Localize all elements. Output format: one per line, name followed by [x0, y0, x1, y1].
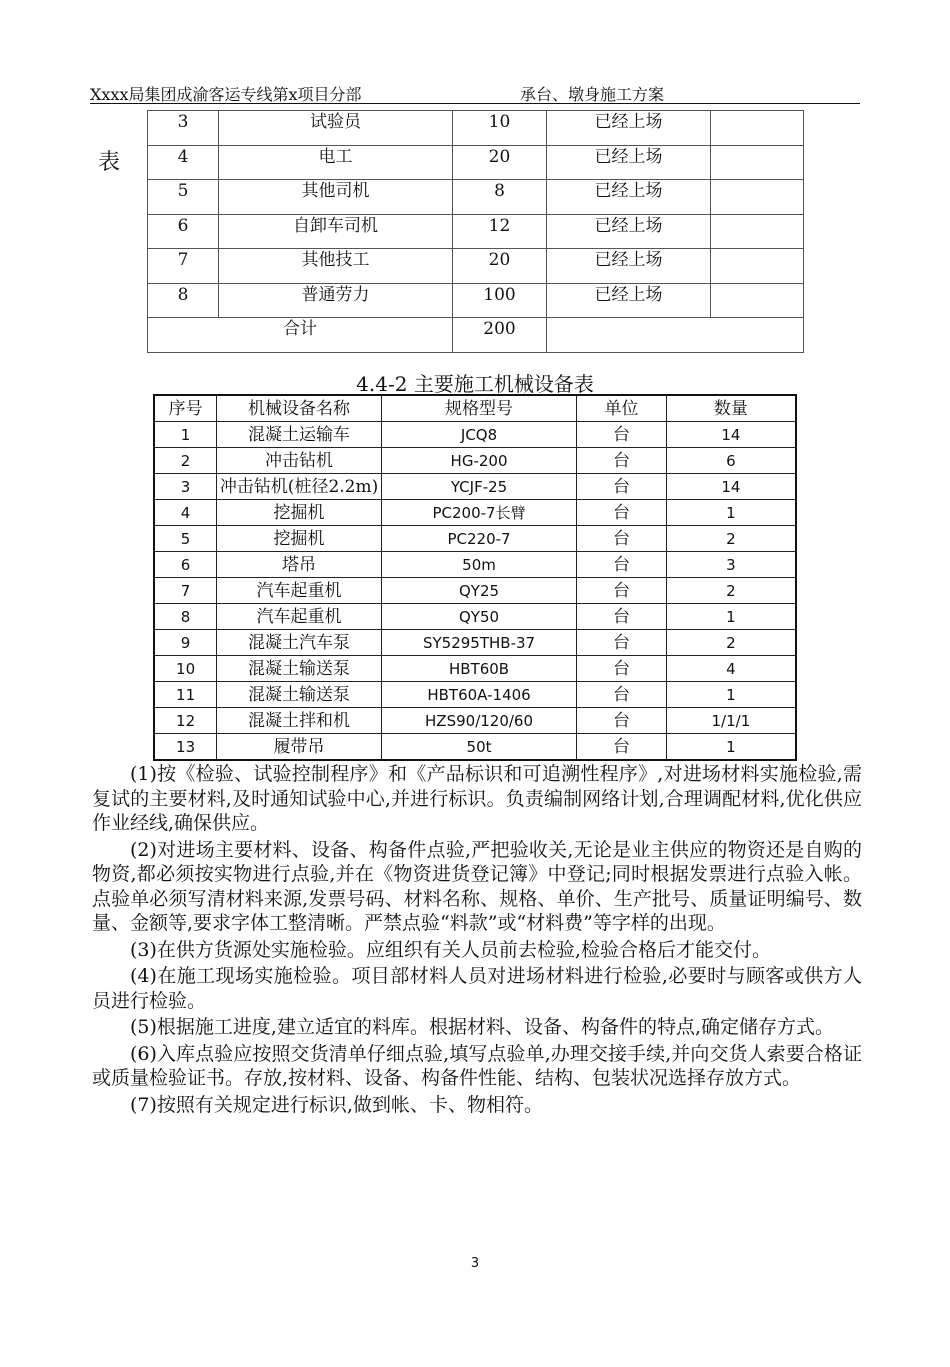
personnel-cell-remark	[711, 180, 804, 215]
equipment-cell-spec: 50t	[381, 734, 576, 761]
personnel-cell-status: 已经上场	[547, 180, 711, 215]
total-label: 合计	[148, 318, 453, 353]
personnel-cell-count: 12	[453, 214, 547, 249]
body-paragraph: (2)对进场主要材料、设备、构备件点验,严把验收关,无论是业主供应的物资还是自购的物资,都必须按实物进行点验,并在《物资进货登记簿》中登记;同时根据发票进行点验入帐。点验单必须写清材料来源,发票号码、材料名称、规格、单价、生产批号、质量证明编号、数量、金额等,要求字体工整清晰。严禁点验“料款”或“材料费”等字样的出现。	[92, 838, 862, 934]
equipment-cell-qty: 2	[666, 578, 796, 604]
personnel-cell-count: 8	[453, 180, 547, 215]
header-document-title: 承台、墩身施工方案	[520, 85, 665, 104]
header-cell-no: 序号	[154, 395, 217, 422]
personnel-row	[148, 145, 804, 180]
header-cell-qty: 数量	[666, 395, 796, 422]
body-paragraph: (7)按照有关规定进行标识,做到帐、卡、物相符。	[130, 1093, 543, 1116]
equipment-cell-name: 汽车起重机	[217, 604, 382, 630]
equipment-cell-name: 混凝土拌和机	[217, 708, 382, 734]
equipment-cell-name: 汽车起重机	[217, 578, 382, 604]
equipment-cell-qty: 1	[666, 734, 796, 761]
equipment-header-row	[154, 395, 796, 422]
personnel-cell-no: 7	[148, 249, 219, 284]
equipment-cell-unit: 台	[577, 448, 667, 474]
personnel-cell-role: 普通劳力	[219, 283, 453, 318]
equipment-row	[154, 578, 796, 604]
total-empty-cell	[547, 318, 804, 353]
body-paragraph: (5)根据施工进度,建立适宜的料库。根据材料、设备、构备件的特点,确定储存方式。	[130, 1016, 834, 1038]
personnel-cell-no: 5	[148, 180, 219, 215]
equipment-cell-name: 混凝土运输车	[217, 422, 382, 448]
personnel-cell-no: 3	[148, 111, 219, 146]
body-paragraph: (1)按《检验、试验控制程序》和《产品标识和可追溯性程序》,对进场材料实施检验,需复试的主要材料,及时通知试验中心,并进行标识。负责编制网络计划,合理调配材料,优化供应作业经线,确保供应。	[92, 763, 862, 834]
personnel-cell-role: 试验员	[219, 111, 453, 146]
personnel-row	[148, 180, 804, 215]
table-label-fragment: 表	[98, 150, 121, 175]
equipment-cell-spec: QY25	[381, 578, 576, 604]
equipment-cell-unit: 台	[577, 734, 667, 761]
equipment-cell-spec: HBT60A-1406	[381, 682, 576, 708]
equipment-cell-no: 13	[154, 734, 217, 761]
personnel-row	[148, 111, 804, 146]
personnel-cell-status: 已经上场	[547, 283, 711, 318]
equipment-cell-no: 8	[154, 604, 217, 630]
equipment-cell-unit: 台	[577, 552, 667, 578]
body-paragraph: (4)在施工现场实施检验。项目部材料人员对进场材料进行检验,必要时与顾客或供方人员进行检验。	[92, 965, 862, 1012]
equipment-cell-spec: PC220-7	[381, 526, 576, 552]
body-paragraph: (6)入库点验应按照交货清单仔细点验,填写点验单,办理交接手续,并向交货人索要合格证或质量检验证书。存放,按材料、设备、构备件性能、结构、包装状况选择存放方式。	[92, 1042, 862, 1089]
page-number: 3	[470, 1256, 480, 1271]
personnel-cell-remark	[711, 283, 804, 318]
personnel-cell-count: 100	[453, 283, 547, 318]
equipment-row	[154, 448, 796, 474]
personnel-cell-remark	[711, 111, 804, 146]
personnel-cell-remark	[711, 249, 804, 284]
personnel-row	[148, 249, 804, 284]
equipment-row	[154, 526, 796, 552]
personnel-cell-role: 自卸车司机	[219, 214, 453, 249]
equipment-cell-qty: 2	[666, 630, 796, 656]
equipment-cell-name: 挖掘机	[217, 500, 382, 526]
personnel-cell-role: 其他司机	[219, 180, 453, 215]
equipment-cell-spec: HBT60B	[381, 656, 576, 682]
equipment-cell-unit: 台	[577, 604, 667, 630]
personnel-cell-remark	[711, 214, 804, 249]
header-divider	[90, 103, 860, 104]
equipment-cell-unit: 台	[577, 578, 667, 604]
personnel-total-row	[148, 318, 804, 353]
personnel-cell-status: 已经上场	[547, 249, 711, 284]
equipment-cell-unit: 台	[577, 474, 667, 500]
personnel-cell-status: 已经上场	[547, 214, 711, 249]
equipment-cell-spec: 50m	[381, 552, 576, 578]
equipment-cell-unit: 台	[577, 656, 667, 682]
equipment-cell-unit: 台	[577, 630, 667, 656]
body-text	[92, 762, 862, 1119]
equipment-cell-no: 11	[154, 682, 217, 708]
equipment-cell-qty: 1/1/1	[666, 708, 796, 734]
equipment-row	[154, 552, 796, 578]
equipment-cell-spec: YCJF-25	[381, 474, 576, 500]
equipment-cell-unit: 台	[577, 708, 667, 734]
equipment-cell-no: 1	[154, 422, 217, 448]
equipment-cell-unit: 台	[577, 526, 667, 552]
personnel-cell-count: 20	[453, 145, 547, 180]
equipment-cell-qty: 3	[666, 552, 796, 578]
equipment-cell-name: 混凝土输送泵	[217, 656, 382, 682]
equipment-row	[154, 682, 796, 708]
personnel-cell-no: 6	[148, 214, 219, 249]
equipment-row	[154, 630, 796, 656]
personnel-cell-remark	[711, 145, 804, 180]
header-cell-unit: 单位	[577, 395, 667, 422]
equipment-cell-no: 4	[154, 500, 217, 526]
equipment-cell-qty: 1	[666, 604, 796, 630]
equipment-row	[154, 500, 796, 526]
equipment-cell-no: 3	[154, 474, 217, 500]
equipment-cell-no: 10	[154, 656, 217, 682]
equipment-row	[154, 604, 796, 630]
personnel-cell-count: 10	[453, 111, 547, 146]
equipment-cell-qty: 14	[666, 422, 796, 448]
personnel-cell-status: 已经上场	[547, 111, 711, 146]
equipment-row	[154, 422, 796, 448]
equipment-cell-qty: 6	[666, 448, 796, 474]
equipment-row	[154, 734, 796, 761]
personnel-row	[148, 214, 804, 249]
equipment-row	[154, 656, 796, 682]
equipment-cell-no: 12	[154, 708, 217, 734]
equipment-cell-unit: 台	[577, 682, 667, 708]
equipment-table	[153, 394, 797, 761]
equipment-cell-no: 9	[154, 630, 217, 656]
equipment-cell-spec: JCQ8	[381, 422, 576, 448]
equipment-cell-qty: 14	[666, 474, 796, 500]
equipment-table-title: 4.4-2 主要施工机械设备表	[356, 372, 594, 396]
body-paragraph: (3)在供方货源处实施检验。应组织有关人员前去检验,检验合格后才能交付。	[130, 938, 771, 961]
equipment-cell-spec: QY50	[381, 604, 576, 630]
personnel-cell-count: 20	[453, 249, 547, 284]
header-project-name: Xxxx局集团成渝客运专线第x项目分部	[90, 85, 362, 104]
personnel-cell-no: 4	[148, 145, 219, 180]
equipment-cell-spec: HZS90/120/60	[381, 708, 576, 734]
equipment-cell-unit: 台	[577, 422, 667, 448]
equipment-cell-name: 挖掘机	[217, 526, 382, 552]
header-cell-name: 机械设备名称	[217, 395, 382, 422]
equipment-cell-no: 7	[154, 578, 217, 604]
personnel-table	[147, 110, 804, 353]
equipment-cell-qty: 2	[666, 526, 796, 552]
equipment-cell-qty: 1	[666, 682, 796, 708]
equipment-cell-no: 6	[154, 552, 217, 578]
equipment-cell-qty: 1	[666, 500, 796, 526]
personnel-row	[148, 283, 804, 318]
equipment-cell-name: 塔吊	[217, 552, 382, 578]
equipment-cell-spec: PC200-7长臂	[381, 500, 576, 526]
equipment-row	[154, 474, 796, 500]
personnel-cell-role: 其他技工	[219, 249, 453, 284]
equipment-cell-qty: 4	[666, 656, 796, 682]
total-value: 200	[453, 318, 547, 353]
equipment-cell-name: 冲击钻机	[217, 448, 382, 474]
personnel-cell-status: 已经上场	[547, 145, 711, 180]
equipment-cell-unit: 台	[577, 500, 667, 526]
equipment-cell-name: 混凝土汽车泵	[217, 630, 382, 656]
equipment-cell-spec: SY5295THB-37	[381, 630, 576, 656]
equipment-cell-no: 2	[154, 448, 217, 474]
header-cell-spec: 规格型号	[381, 395, 576, 422]
page-header	[90, 80, 860, 102]
equipment-cell-name: 履带吊	[217, 734, 382, 761]
equipment-row	[154, 708, 796, 734]
personnel-cell-no: 8	[148, 283, 219, 318]
personnel-cell-role: 电工	[219, 145, 453, 180]
equipment-cell-no: 5	[154, 526, 217, 552]
equipment-cell-name: 混凝土输送泵	[217, 682, 382, 708]
equipment-cell-spec: HG-200	[381, 448, 576, 474]
equipment-cell-name: 冲击钻机(桩径2.2m)	[217, 474, 382, 500]
